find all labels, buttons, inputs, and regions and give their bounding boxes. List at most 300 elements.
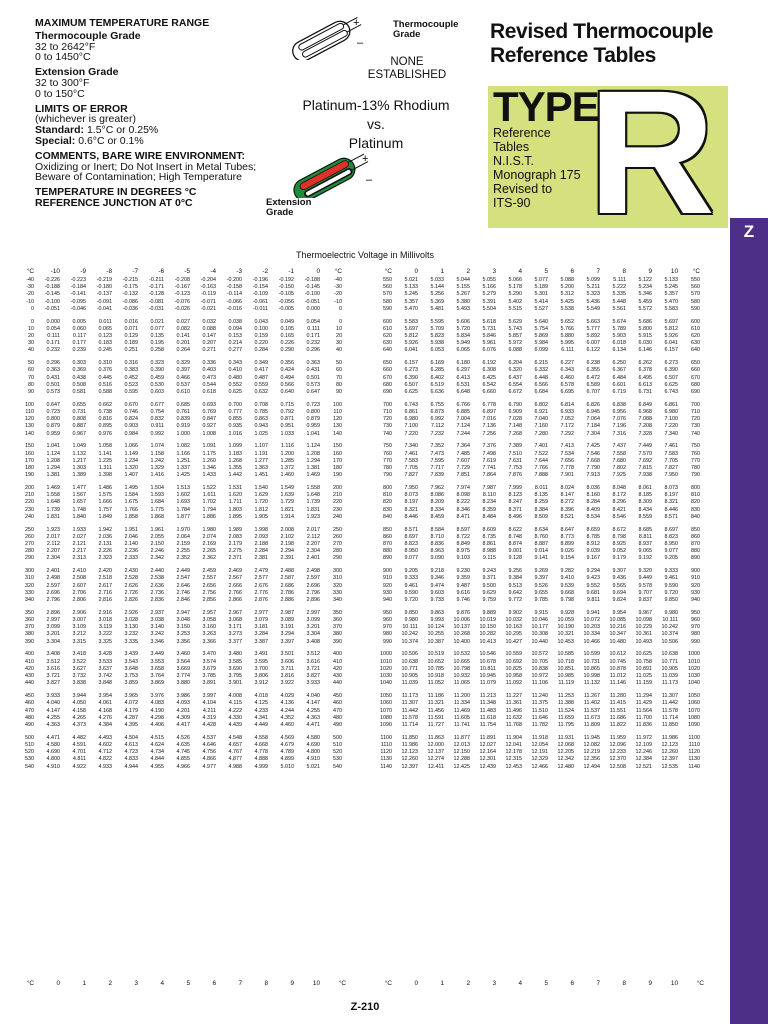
table-cell: 5.066 [508, 277, 522, 283]
table-cell: 1.933 [72, 526, 86, 533]
table-cell: 8.234 [482, 499, 496, 506]
table-cell: 7.913 [586, 472, 600, 479]
table-cell: 3.119 [98, 624, 112, 631]
table-cell: 4.800 [306, 749, 320, 756]
table-cell: 12.301 [479, 756, 496, 763]
table-cell: 0.105 [280, 325, 294, 332]
table-cell: 220 [333, 499, 342, 506]
table-cell: 10.519 [427, 651, 444, 658]
table-cell: 12.260 [401, 756, 418, 763]
table-cell: 11.646 [531, 714, 548, 721]
table-cell: -0.086 [122, 298, 138, 305]
table-row [372, 375, 700, 382]
ext-minus-sign: – [366, 174, 373, 186]
table-cell: 8.384 [534, 506, 548, 513]
table-cell: 6.778 [482, 401, 496, 408]
table-cell: -0.145 [304, 284, 320, 291]
table-cell: 7.741 [482, 465, 496, 472]
table-cell: 2.294 [280, 548, 294, 555]
table-cell: 11.442 [401, 707, 418, 714]
table-cell: 820 [383, 499, 392, 506]
footer-cell: 10 [312, 980, 320, 987]
table-cell: 6.111 [561, 347, 574, 354]
table-cell: -0.192 [278, 277, 294, 283]
table-cell: 150 [25, 443, 34, 450]
table-cell: 2.796 [306, 589, 320, 596]
table-cell: 1.831 [46, 513, 60, 520]
table-cell: 8.048 [612, 485, 626, 492]
table-cell: 5.731 [482, 325, 496, 332]
table-cell: 3.408 [306, 638, 320, 645]
table-cell: 4.104 [202, 700, 216, 707]
table-cell: 0.480 [228, 374, 242, 381]
table-cell: 730 [691, 423, 700, 430]
table-cell: 4.899 [280, 756, 294, 763]
table-cell: -0.204 [200, 277, 216, 283]
table-cell: 10.400 [453, 638, 470, 645]
table-cell: 7.790 [586, 465, 600, 472]
table-cell: 7.839 [430, 472, 444, 479]
table-cell: 3.408 [46, 651, 60, 658]
table-cell: 3.201 [306, 624, 320, 631]
table-cell: 3.806 [254, 673, 268, 680]
table-cell: 3.933 [46, 693, 60, 700]
table-cell: 4.493 [98, 734, 112, 741]
table-cell: 6.909 [508, 409, 522, 416]
table-cell: 210 [333, 492, 342, 499]
header-cell: -1 [288, 268, 294, 275]
table-cell: 12.191 [531, 749, 548, 756]
table-cell: 430 [25, 673, 34, 680]
table-cell: 11.891 [479, 734, 496, 741]
table-cell: 3.585 [228, 658, 242, 665]
table-cell: 11.280 [609, 693, 626, 700]
table-cell: 3.109 [72, 624, 86, 631]
table-cell: -0.175 [122, 284, 138, 291]
table-cell: 3.564 [176, 658, 190, 665]
table-cell: 2.217 [72, 548, 86, 555]
table-row [14, 485, 342, 492]
table-cell: 3.954 [98, 693, 112, 700]
table-cell: 10.798 [453, 665, 470, 672]
table-cell: 1020 [380, 665, 392, 672]
table-cell: 8.061 [638, 485, 652, 492]
table-cell: 3.294 [280, 631, 294, 638]
table-cell: 3.460 [176, 651, 190, 658]
table-cell: -0.066 [226, 298, 242, 305]
table-cell: 2.008 [280, 526, 294, 533]
table-cell: 4.471 [306, 721, 320, 728]
table-cell: 340 [25, 597, 34, 604]
table-row [372, 527, 700, 534]
table-cell: 3.912 [254, 680, 268, 687]
table-cell: 8.534 [586, 513, 600, 520]
table-cell: 10.878 [609, 665, 626, 672]
table-cell: 11.065 [453, 680, 470, 687]
table-cell: 7.352 [430, 443, 444, 450]
table-cell: 12.315 [505, 756, 522, 763]
table-cell: 4.712 [98, 749, 112, 756]
footer-cell: 4 [160, 980, 164, 987]
table-cell: 1.639 [280, 492, 294, 499]
table-cell: 7.999 [508, 485, 522, 492]
special-line [35, 136, 285, 147]
table-cell: 11.537 [583, 707, 600, 714]
table-cell: 11.632 [505, 714, 522, 721]
table-cell: 1.381 [306, 465, 320, 472]
table-cell: 6.413 [456, 374, 470, 381]
table-cell: 2.926 [124, 609, 138, 616]
table-cell: 5.290 [508, 291, 522, 298]
table-cell: 0.516 [98, 381, 112, 388]
table-cell: 4.613 [124, 741, 138, 748]
table-cell: 11.904 [505, 734, 522, 741]
table-cell: 9.218 [430, 568, 444, 575]
table-cell: 0.071 [124, 325, 138, 332]
table-cell: 9.103 [456, 555, 470, 562]
table-cell: 0.487 [254, 374, 268, 381]
table-row [14, 340, 342, 347]
info-line-2: Tables [493, 140, 530, 154]
table-cell: 5.111 [613, 277, 626, 283]
table-cell: 660 [383, 367, 392, 374]
table-cell: 10.572 [531, 651, 548, 658]
table-row [372, 597, 700, 604]
table-cell: 4.646 [202, 741, 216, 748]
table-row [14, 465, 342, 472]
table-cell: 2.046 [124, 533, 138, 540]
table-cell: 3.470 [202, 651, 216, 658]
table-cell: 3.038 [150, 617, 164, 624]
table-cell: 4.844 [150, 756, 164, 763]
info-line-1: Reference [493, 126, 551, 140]
table-cell: 0.792 [280, 409, 294, 416]
table-cell: 4.690 [46, 749, 60, 756]
ext-grade-heading: Extension Grade [35, 66, 119, 79]
table-cell: 3.933 [306, 680, 320, 687]
table-cell: 10.098 [635, 617, 652, 624]
standard-label: Standard: [35, 124, 85, 137]
table-cell: 8.024 [560, 485, 574, 492]
table-cell: 1.693 [176, 499, 190, 506]
table-cell: 3.827 [306, 673, 320, 680]
table-cell: 9.720 [404, 597, 418, 604]
tc-grade-heading: Thermocouple Grade [35, 29, 141, 42]
table-cell: 0.277 [228, 347, 242, 354]
table-cell: 4.591 [72, 741, 86, 748]
table-cell: 4.147 [306, 700, 320, 707]
footer-cell: 9 [648, 980, 652, 987]
table-cell: 11.321 [427, 700, 444, 707]
table-cell: 4.363 [306, 714, 320, 721]
table-cell: 9.733 [430, 597, 444, 604]
table-cell: 10.546 [479, 651, 496, 658]
table-cell: 3.616 [46, 665, 60, 672]
table-cell: 600 [691, 318, 700, 325]
table-row [14, 284, 342, 291]
table-cell: 8.861 [482, 541, 496, 548]
table-cell: 10.771 [661, 658, 678, 665]
table-cell: 2.304 [46, 555, 60, 562]
table-cell: 9.256 [508, 568, 522, 575]
table-cell: 1.285 [280, 457, 294, 464]
table-cell: 11.754 [479, 721, 496, 728]
table-cell: 8.334 [430, 506, 444, 513]
table-cell: 9.039 [586, 548, 600, 555]
table-cell: 100 [333, 401, 342, 408]
table-cell: 2.786 [280, 589, 294, 596]
table-cell: 8.899 [560, 541, 574, 548]
table-cell: 9.811 [586, 597, 600, 604]
table-cell: 8.434 [638, 506, 652, 513]
table-cell: 1.877 [176, 513, 190, 520]
table-cell: 9.824 [612, 597, 626, 604]
table-cell: 6.018 [612, 340, 626, 347]
table-cell: 8.735 [482, 533, 496, 540]
table-cell: 2.207 [46, 548, 60, 555]
table-cell: 290 [25, 555, 34, 562]
table-cell: 7.449 [638, 443, 652, 450]
table-cell: 7.950 [404, 485, 418, 492]
info-line-5: Revised to [493, 182, 553, 196]
table-cell: 6.992 [430, 416, 444, 423]
table-cell: 11.659 [557, 714, 574, 721]
table-row [372, 583, 700, 590]
table-cell: 3.869 [150, 680, 164, 687]
table-cell: 2.846 [176, 597, 190, 604]
table-row [14, 389, 342, 396]
table-cell: 8.773 [560, 533, 574, 540]
table-cell: 1.025 [254, 430, 268, 437]
table-cell: 0.431 [306, 367, 320, 374]
table-cell: 10.945 [479, 673, 496, 680]
table-cell: 60 [336, 367, 342, 374]
table-cell: 6.755 [430, 401, 444, 408]
table-cell: 4.526 [176, 734, 190, 741]
table-cell: 0.077 [150, 325, 164, 332]
table-cell: 1050 [380, 693, 392, 700]
table-cell: 6.897 [482, 409, 496, 416]
table-cell: 2.726 [124, 589, 138, 596]
table-cell: 280 [333, 548, 342, 555]
table-cell: 1020 [688, 665, 700, 672]
footer-cell: 5 [186, 980, 190, 987]
table-cell: 3.253 [176, 631, 190, 638]
table-cell: 5.470 [404, 305, 418, 312]
table-cell: 5.279 [482, 291, 496, 298]
footer-cell: 2 [466, 980, 470, 987]
table-title: Thermoelectric Voltage in Millivolts [295, 250, 435, 260]
table-cell: 9.772 [508, 597, 522, 604]
table-cell: 400 [333, 651, 342, 658]
table-cell: 5.606 [456, 318, 470, 325]
table-cell: 330 [333, 589, 342, 596]
table-cell: 2.906 [72, 609, 86, 616]
table-cell: 0.153 [228, 333, 242, 340]
table-cell: 5.720 [456, 325, 470, 332]
table-cell: 1.513 [176, 485, 190, 492]
table-cell: 1.260 [202, 457, 216, 464]
table-cell: 4.800 [46, 756, 60, 763]
table-cell: 11.213 [479, 693, 496, 700]
table-cell: 2.198 [280, 541, 294, 548]
table-cell: 0.754 [150, 409, 164, 416]
table-cell: 7.583 [404, 457, 418, 464]
table-cell: 1.739 [46, 506, 60, 513]
table-cell: 4.877 [228, 756, 242, 763]
table-cell: 7.888 [534, 472, 548, 479]
table-cell: 11.039 [661, 673, 678, 680]
table-cell: 4.966 [176, 763, 190, 770]
table-cell: 6.030 [638, 340, 652, 347]
table-cell: 5.903 [612, 333, 626, 340]
table-cell: 490 [333, 721, 342, 728]
table-cell: 5.834 [456, 333, 470, 340]
table-cell: 0.005 [72, 318, 86, 325]
table-cell: 8.073 [404, 492, 418, 499]
table-row [372, 367, 700, 374]
table-cell: 4.504 [124, 734, 138, 741]
table-cell: 1.558 [306, 485, 320, 492]
table-cell: 700 [383, 401, 392, 408]
table-cell: 0.839 [176, 416, 190, 423]
table-cell: 10.958 [505, 673, 522, 680]
table-cell: 5.618 [482, 318, 496, 325]
table-cell: 530 [333, 756, 342, 763]
table-cell: 920 [691, 582, 700, 589]
table-cell: 4.255 [306, 707, 320, 714]
table-cell: 9.243 [482, 568, 496, 575]
table-cell: 6.320 [508, 367, 522, 374]
table-cell: 4.569 [280, 734, 294, 741]
table-cell: 360 [333, 617, 342, 624]
table-cell: 2.836 [150, 597, 164, 604]
tc-grade-label [393, 20, 458, 40]
footer-cell: °C [338, 980, 346, 987]
table-cell: 7.901 [560, 472, 574, 479]
table-cell: 10.255 [427, 631, 444, 638]
table-row [372, 409, 700, 416]
table-cell: 1.675 [124, 499, 138, 506]
table-cell: 4.701 [72, 749, 86, 756]
table-cell: 3.795 [228, 673, 242, 680]
table-cell: 3.242 [150, 631, 164, 638]
table-cell: 11.240 [531, 693, 548, 700]
table-cell: 0.043 [254, 318, 268, 325]
table-cell: 0.303 [72, 360, 86, 367]
table-cell: 4.255 [46, 714, 60, 721]
table-cell: 7.112 [430, 423, 444, 430]
table-row [14, 548, 342, 555]
table-cell: 3.099 [46, 624, 60, 631]
table-cell: 910 [691, 575, 700, 582]
table-cell: 1.416 [150, 472, 164, 479]
table-cell: 3.816 [280, 673, 294, 680]
table-cell: 6.956 [612, 409, 626, 416]
table-row [372, 360, 700, 367]
table-cell: 0.220 [254, 340, 268, 347]
table-cell: 2.916 [98, 609, 112, 616]
table-cell: 2.323 [98, 555, 112, 562]
table-cell: 10.453 [557, 638, 574, 645]
footer-cell: °C [26, 980, 34, 987]
table-cell: 9.014 [534, 548, 548, 555]
table-cell: 1010 [688, 658, 700, 665]
table-cell: 560 [383, 284, 392, 291]
table-cell: 7.876 [508, 472, 522, 479]
table-cell: 11.673 [583, 714, 600, 721]
table-cell: 5.549 [586, 305, 600, 312]
table-cell: 4.179 [124, 707, 138, 714]
table-cell: 500 [333, 734, 342, 741]
table-cell: 9.694 [612, 589, 626, 596]
table-cell: 1.540 [254, 485, 268, 492]
table-cell: 1.234 [124, 457, 138, 464]
table-cell: 0.452 [124, 374, 138, 381]
table-cell: 6.743 [404, 401, 418, 408]
table-cell: 790 [383, 472, 392, 479]
table-row [372, 382, 700, 389]
table-cell: 7.925 [612, 472, 626, 479]
table-cell: -0.226 [44, 277, 60, 283]
table-cell: 860 [691, 533, 700, 540]
table-cell: 570 [691, 291, 700, 298]
table-cell: 12.013 [453, 741, 470, 748]
table-cell: 10.006 [453, 617, 470, 624]
table-row [372, 700, 700, 707]
table-cell: 4.602 [98, 741, 112, 748]
table-cell: 8.346 [456, 506, 470, 513]
table-row [14, 514, 342, 521]
table-cell: 0.647 [306, 389, 320, 396]
table-cell: 10 [336, 325, 342, 332]
table-cell: 3.774 [176, 673, 190, 680]
table-cell: 12.137 [427, 749, 444, 756]
table-cell: 0.424 [280, 367, 294, 374]
table-cell: 9.707 [638, 589, 652, 596]
table-cell: 670 [383, 374, 392, 381]
table-cell: 910 [383, 575, 392, 582]
table-cell: 9.141 [534, 555, 548, 562]
table-cell: 1.091 [202, 443, 216, 450]
table-cell: 7.220 [404, 430, 418, 437]
table-cell: 1.803 [228, 506, 242, 513]
table-cell: 1.821 [280, 506, 294, 513]
table-cell: 30 [28, 340, 34, 347]
table-cell: 2.746 [176, 589, 190, 596]
table-cell: 250 [25, 526, 34, 533]
table-cell: 9.423 [586, 575, 600, 582]
table-cell: 3.512 [306, 651, 320, 658]
table-cell: 1.923 [46, 526, 60, 533]
table-row [372, 507, 700, 514]
table-cell: 0.785 [254, 409, 268, 416]
table-cell: 710 [383, 409, 392, 416]
table-cell: 5.504 [482, 305, 496, 312]
table-cell: 11.918 [531, 734, 548, 741]
table-cell: 8.571 [404, 526, 418, 533]
table-cell: 8.135 [534, 492, 548, 499]
table-cell: 8.471 [456, 513, 470, 520]
table-cell: 260 [25, 533, 34, 540]
table-cell: 9.090 [430, 555, 444, 562]
table-cell: 820 [691, 499, 700, 506]
table-cell: 8.988 [482, 548, 496, 555]
title-line-1: Revised Thermocouple [490, 20, 714, 43]
table-cell: 7.987 [482, 485, 496, 492]
table-cell: 7.172 [560, 423, 574, 430]
table-cell: 0.816 [98, 416, 112, 423]
